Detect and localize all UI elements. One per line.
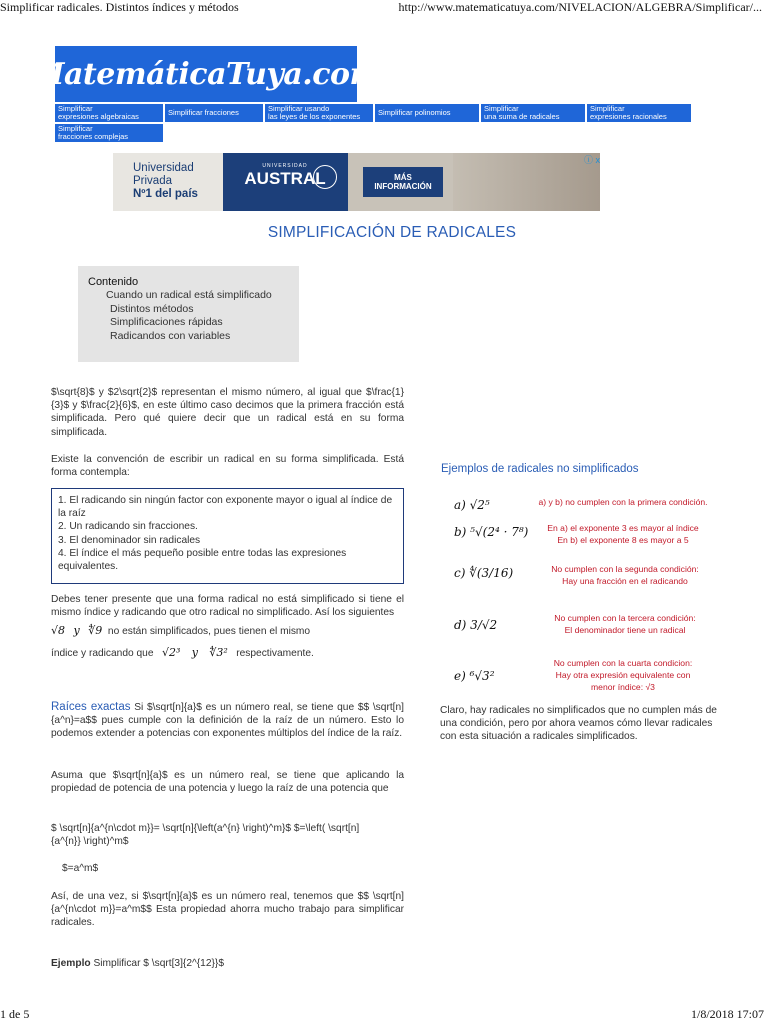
- topic-navbar: [55, 104, 695, 144]
- example-expression: a) √2⁵: [454, 498, 490, 512]
- ad-brand-name: AUSTRAL: [244, 169, 326, 188]
- print-url[interactable]: http://www.matematicatuya.com/NIVELACION/ALGEBRA/Simplificar/...: [398, 0, 762, 14]
- formula-result: $=a^m$: [62, 863, 99, 874]
- print-page-number: 1 de 5: [0, 1007, 30, 1021]
- paragraph-text: Si $\sqrt[n]{a}$ es un número real, se tiene que $$ \sqrt[n]{a^n}=a$$ pues cumple con la definición de la raíz de un número. Esto lo podemos extender a potencias con exponentes múltiplos del índice de la raíz.: [51, 702, 404, 740]
- example-note: a) y b) no cumplen con la primera condición.: [538, 497, 708, 507]
- ejemplo-text: Simplificar $ \sqrt[3]{2^{12}}$: [93, 958, 224, 969]
- toc-heading: Contenido: [88, 276, 139, 288]
- paragraph-ejemplo: [51, 957, 404, 970]
- condition-item: 3. El denominador sin radicales: [58, 534, 201, 546]
- paragraph-text: no están simplificados, pues tienen el mismo: [107, 626, 311, 637]
- nav-item-fracciones[interactable]: Simplificar fracciones: [165, 104, 263, 122]
- paragraph-raices-exactas: [51, 701, 404, 741]
- side-section-title: Ejemplos de radicales no simplificados: [441, 463, 639, 475]
- paragraph-text: respectivamente.: [236, 648, 314, 659]
- section-heading: Raíces exactas: [51, 701, 131, 713]
- math-sqrt-2-cubed: √2³: [162, 646, 181, 659]
- toc-link[interactable]: Simplificaciones rápidas: [110, 316, 223, 328]
- ad-brand-small: UNIVERSIDAD: [262, 163, 308, 169]
- ad-line-3: Nº1 del país: [133, 188, 198, 200]
- math-root4-3-squared: ∜3²: [209, 646, 228, 659]
- paragraph-potencia: Asuma que $\sqrt[n]{a}$ es un número real, se tiene que aplicando la propiedad de potencia de una potencia y luego la raíz de una potencia que: [51, 770, 404, 795]
- ad-line-2: Privada: [133, 175, 172, 187]
- math-sqrt-8: √8: [51, 624, 66, 637]
- example-note: En a) el exponente 3 es mayor al índice En b) el exponente 8 es mayor a 5: [547, 523, 699, 546]
- nav-item-expresiones-racionales[interactable]: Simplificar expresiones racionales: [587, 104, 691, 122]
- example-expression: c) ∜(3/16): [454, 566, 514, 580]
- formula-line: $ \sqrt[n]{a^{n\cdot m}}= \sqrt[n]{\left(a^{n} \right)^m}$ $=\left( \sqrt[n]: [51, 823, 360, 834]
- print-datetime: 1/8/2018 17:07: [690, 1007, 764, 1021]
- condition-item: 4. El índice el más pequeño posible entre todas las expresiones equivalentes.: [58, 547, 347, 573]
- conditions-box: [51, 488, 404, 584]
- ad-info-icon[interactable]: ⓘ x: [584, 155, 601, 165]
- paragraph-intro: $\sqrt{8}$ y $2\sqrt{2}$ representan el mismo número, al igual que $\frac{1}{3}$ y $\frac{2}{6}$, en este último caso decimos que la primera fracción está simplificada. Pero qué quiere decir que un radical está en su forma simplificada.: [51, 387, 404, 438]
- toc-link[interactable]: Distintos métodos: [110, 302, 194, 315]
- toc-link[interactable]: Radicandos con variables: [110, 329, 231, 342]
- nav-item-expresiones-algebraicas[interactable]: Simplificar expresiones algebraicas: [55, 104, 163, 122]
- example-expression: e) ⁶√3²: [454, 669, 495, 683]
- tree-seal-icon: [313, 165, 337, 189]
- nav-item-suma-radicales[interactable]: Simplificar una suma de radicales: [481, 104, 585, 122]
- paragraph-formula-1: [51, 822, 404, 848]
- nav-item-polinomios[interactable]: Simplificar polinomios: [375, 104, 479, 122]
- math-root4-9: ∜9: [88, 624, 103, 637]
- paragraph-convention: Existe la convención de escribir un radical en su forma simplificada. Está forma contempla:: [51, 454, 404, 479]
- example-note: No cumplen con la segunda condición: Hay una fracción en el radicando: [551, 564, 699, 587]
- formula-line: {a^{n}} \right)^m$: [51, 836, 129, 848]
- ad-photo: [453, 153, 600, 211]
- ad-banner[interactable]: [113, 153, 600, 211]
- example-note: No cumplen con la cuarta condicion: Hay otra expresión equivalente con menor índice: √3: [553, 658, 693, 693]
- example-note: No cumplen con la tercera condición: El denominador tiene un radical: [554, 613, 696, 636]
- example-expression: d) 3/√2: [454, 618, 498, 632]
- ad-headline: [133, 162, 198, 201]
- condition-item: 2. Un radicando sin fracciones.: [58, 521, 198, 533]
- table-of-contents: [78, 266, 299, 362]
- ad-more-info-button[interactable]: MÁS INFORMACIÓN: [363, 167, 443, 197]
- site-logo[interactable]: [31, 46, 381, 102]
- ad-line-1: Universidad: [133, 162, 194, 174]
- toc-link[interactable]: Cuando un radical está simplificado: [106, 289, 272, 301]
- paragraph-examples-line: [51, 623, 404, 640]
- condition-item: 1. El radicando sin ningún factor con exponente mayor o igual al índice de la raíz: [58, 495, 393, 520]
- print-page-title: Simplificar radicales. Distintos índices y métodos: [0, 0, 239, 14]
- paragraph-not-simplified: [51, 593, 404, 619]
- math-y: y: [73, 624, 80, 637]
- example-expression: b) ⁵√(2⁴ · 7⁸): [454, 525, 529, 539]
- nav-item-fracciones-complejas[interactable]: Simplificar fracciones complejas: [55, 124, 163, 142]
- article-title: SIMPLIFICACIÓN DE RADICALES: [267, 224, 517, 241]
- paragraph-equivalents-line: [51, 645, 404, 662]
- paragraph-text: Debes tener presente que una forma radical no está simplificado si tiene el mismo índice y radicando que otro radical no simplificado. Así los siguientes: [51, 594, 404, 619]
- nav-item-leyes-exponentes[interactable]: Simplificar usando las leyes de los exponentes: [265, 104, 373, 122]
- math-y: y: [191, 646, 198, 659]
- paragraph-text: índice y radicando que: [51, 648, 154, 659]
- side-paragraph: Claro, hay radicales no simplificados que no cumplen más de una condición, pero por ahora veamos cómo llevar radicales con esta situación a radicales simplificados.: [440, 705, 717, 743]
- paragraph-conclusion: Así, de una vez, si $\sqrt[n]{a}$ es un número real, tenemos que $$ \sqrt[n]{a^{n\cdot m}}=a^m$$ Esta propiedad ahorra mucho trabajo para simplificar radicales.: [51, 891, 404, 929]
- site-logo-text: MatemáticaTuya.com: [31, 56, 381, 92]
- ejemplo-heading: Ejemplo: [51, 958, 91, 969]
